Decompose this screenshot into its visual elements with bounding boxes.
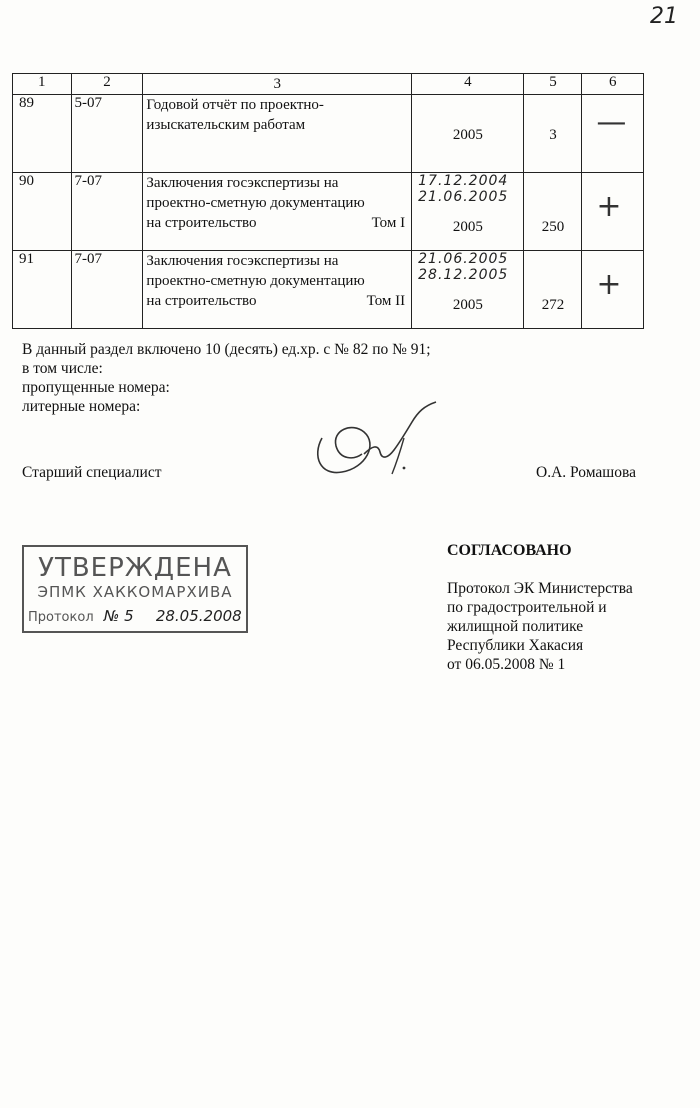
item-dates [412, 173, 524, 251]
title-line: Годовой отчёт по проектно- [146, 97, 324, 113]
handwritten-signature [308, 398, 448, 483]
approval-line: по градостроительной и [447, 599, 607, 616]
stamp-protocol-label: Протокол [28, 610, 94, 625]
table-row [13, 173, 644, 251]
title-line: на строительство [146, 215, 257, 231]
dash-mark: — [596, 105, 627, 140]
col-header: 1 [13, 74, 72, 95]
title-line: проектно-сметную документацию [146, 273, 365, 289]
approval-stamp [22, 545, 248, 633]
volume-label: Том II [366, 293, 406, 309]
title-line: Заключения госэкспертизы на [146, 253, 339, 269]
col-header: 6 [582, 74, 644, 95]
item-index: 7-07 [71, 173, 143, 251]
item-index: 7-07 [71, 251, 143, 329]
title-line: Заключения госэкспертизы на [146, 175, 339, 191]
sheet-count: 250 [541, 219, 565, 235]
item-sheets [524, 173, 582, 251]
item-year: 2005 [452, 297, 483, 313]
summary-line: пропущенные номера: [22, 379, 170, 396]
item-year: 2005 [452, 127, 483, 143]
approval-line: от 06.05.2008 № 1 [447, 656, 566, 673]
table-row [13, 95, 644, 173]
approval-line: жилищной политике [447, 618, 584, 635]
title-line: проектно-сметную документацию [146, 195, 365, 211]
stamp-organization: ЭПМК ХАККОМАРХИВА [37, 583, 233, 601]
item-note [582, 173, 644, 251]
approval-heading: СОГЛАСОВАНО [447, 542, 572, 559]
col-header: 2 [71, 74, 143, 95]
item-title [143, 173, 412, 251]
item-dates [412, 95, 524, 173]
summary-line: В данный раздел включено 10 (десять) ед.хр. с № 82 по № 91; [22, 341, 431, 358]
handwritten-dates [418, 251, 508, 283]
plus-mark: + [596, 189, 622, 224]
stamp-title: УТВЕРЖДЕНА [38, 553, 232, 583]
item-year: 2005 [452, 219, 483, 235]
item-note [582, 251, 644, 329]
col-header: 4 [412, 74, 524, 95]
page-number: 21 [650, 4, 678, 29]
summary-line: в том числе: [22, 360, 103, 377]
table-header-row [13, 74, 644, 95]
stamp-protocol-number: № 5 [103, 607, 134, 625]
item-number: 90 [13, 173, 72, 251]
item-index: 5-07 [71, 95, 143, 173]
handwritten-dates [418, 173, 508, 205]
item-number: 89 [13, 95, 72, 173]
approval-block [447, 541, 633, 674]
item-sheets [524, 95, 582, 173]
date-end: 28.12.2005 [418, 267, 509, 283]
summary-line: литерные номера: [22, 398, 141, 415]
table-row [13, 251, 644, 329]
stamp-protocol [24, 607, 246, 625]
title-line: на строительство [146, 293, 257, 309]
item-title [143, 95, 412, 173]
approval-line: Республики Хакасия [447, 637, 584, 654]
approval-line: Протокол ЭК Министерства [447, 580, 633, 597]
inventory-table [12, 73, 644, 329]
item-number: 91 [13, 251, 72, 329]
stamp-protocol-date: 28.05.2008 [155, 607, 242, 625]
item-sheets [524, 251, 582, 329]
signer-name: О.А. Ромашова [536, 464, 636, 481]
signer-position: Старший специалист [22, 464, 162, 481]
volume-label: Том I [371, 215, 406, 231]
date-end: 21.06.2005 [418, 189, 509, 205]
title-line: изыскательским работам [146, 117, 306, 133]
item-dates [412, 251, 524, 329]
date-start: 17.12.2004 [418, 173, 509, 189]
sheet-count: 272 [541, 297, 565, 313]
col-header: 3 [143, 74, 412, 95]
item-note [582, 95, 644, 173]
date-start: 21.06.2005 [418, 251, 509, 267]
sheet-count: 3 [549, 127, 557, 143]
plus-mark: + [596, 267, 622, 302]
col-header: 5 [524, 74, 582, 95]
item-title [143, 251, 412, 329]
